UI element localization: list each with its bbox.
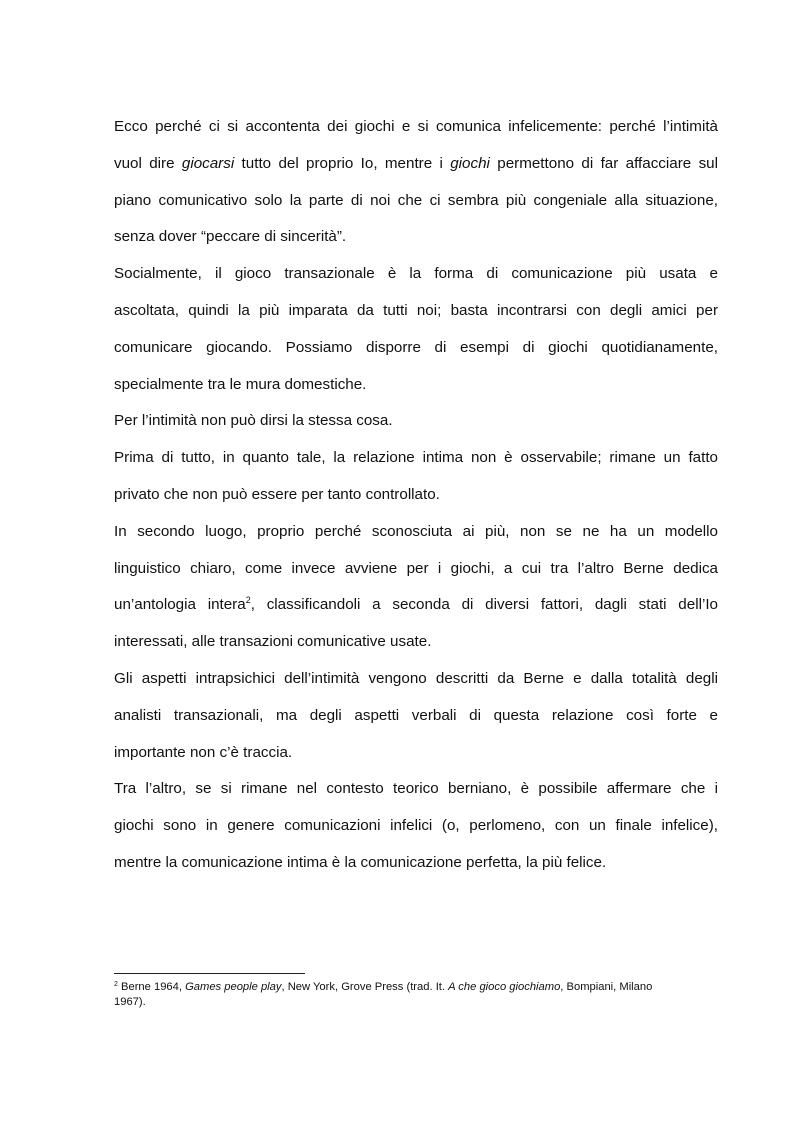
text-line: piano comunicativo solo la parte di noi che ci sembra più congeniale alla situazione,	[114, 191, 718, 209]
paragraph-7	[114, 771, 718, 881]
text-line: Prima di tutto, in quanto tale, la relazione intima non è osservabile; rimane un fatto	[114, 449, 718, 467]
paragraph-6	[114, 661, 718, 771]
text-line: Tra l’altro, se si rimane nel contesto teorico berniano, è possibile affermare che i	[114, 780, 718, 798]
text-line: vuol dire giocarsi tutto del proprio Io, mentre i giochi permettono di far affacciare sul	[114, 154, 718, 172]
text-line: ascoltata, quindi la più imparata da tutti noi; basta incontrarsi con degli amici per	[114, 301, 718, 319]
text-line: comunicare giocando. Possiamo disporre di esempi di giochi quotidianamente,	[114, 338, 718, 356]
footnote-title-original: Games people play	[185, 981, 282, 993]
document-body	[114, 109, 718, 882]
text-line: Gli aspetti intrapsichici dell’intimità vengono descritti da Berne e dalla totalità degli	[114, 669, 718, 687]
text-line: interessati, alle transazioni comunicative usate.	[114, 633, 432, 651]
footnote-divider	[114, 973, 305, 974]
text-line: analisti transazionali, ma degli aspetti verbali di questa relazione così forte e	[114, 706, 718, 724]
text-line: senza dover “peccare di sincerità”.	[114, 228, 347, 246]
text-line: In secondo luogo, proprio perché sconosciuta ai più, non se ne ha un modello	[114, 522, 718, 540]
footnote-line: 1967).	[114, 995, 146, 1008]
text-line: Socialmente, il gioco transazionale è la forma di comunicazione più usata e	[114, 265, 718, 283]
text-line: privato che non può essere per tanto controllato.	[114, 485, 440, 503]
paragraph-5	[114, 514, 718, 661]
paragraph-3	[114, 403, 718, 440]
text-line: importante non c’è traccia.	[114, 743, 293, 761]
emphasis-giocarsi: giocarsi	[181, 154, 235, 172]
paragraph-1	[114, 109, 718, 256]
emphasis-giochi: giochi	[450, 154, 490, 172]
text-line: linguistico chiaro, come invece avviene per i giochi, a cui tra l’altro Berne dedica	[114, 559, 718, 577]
footnote-title-translation: A che gioco giochiamo	[448, 981, 561, 993]
footnote-line: $^2$ Berne 1964, Games people play, New York, Grove Press (trad. It. A che gioco giochiamo, Bompiani, Milano	[114, 981, 653, 993]
footnote	[114, 980, 714, 1009]
text-line: specialmente tra le mura domestiche.	[114, 375, 367, 393]
footnote-reference[interactable]: 2	[245, 595, 251, 606]
text-line: Ecco perché ci si accontenta dei giochi e si comunica infelicemente: perché l’intimità	[114, 118, 718, 135]
text-line: un’antologia intera$^2$, classificandoli a seconda di diversi fattori, dagli stati dell’Io	[114, 595, 718, 614]
text-line: Per l’intimità non può dirsi la stessa cosa.	[114, 412, 393, 430]
footnote-number: 2	[114, 981, 118, 988]
text-line: mentre la comunicazione intima è la comunicazione perfetta, la più felice.	[114, 853, 607, 871]
paragraph-4	[114, 440, 718, 514]
text-line: giochi sono in genere comunicazioni infelici (o, perlomeno, con un finale infelice),	[114, 817, 718, 835]
paragraph-2	[114, 256, 718, 403]
